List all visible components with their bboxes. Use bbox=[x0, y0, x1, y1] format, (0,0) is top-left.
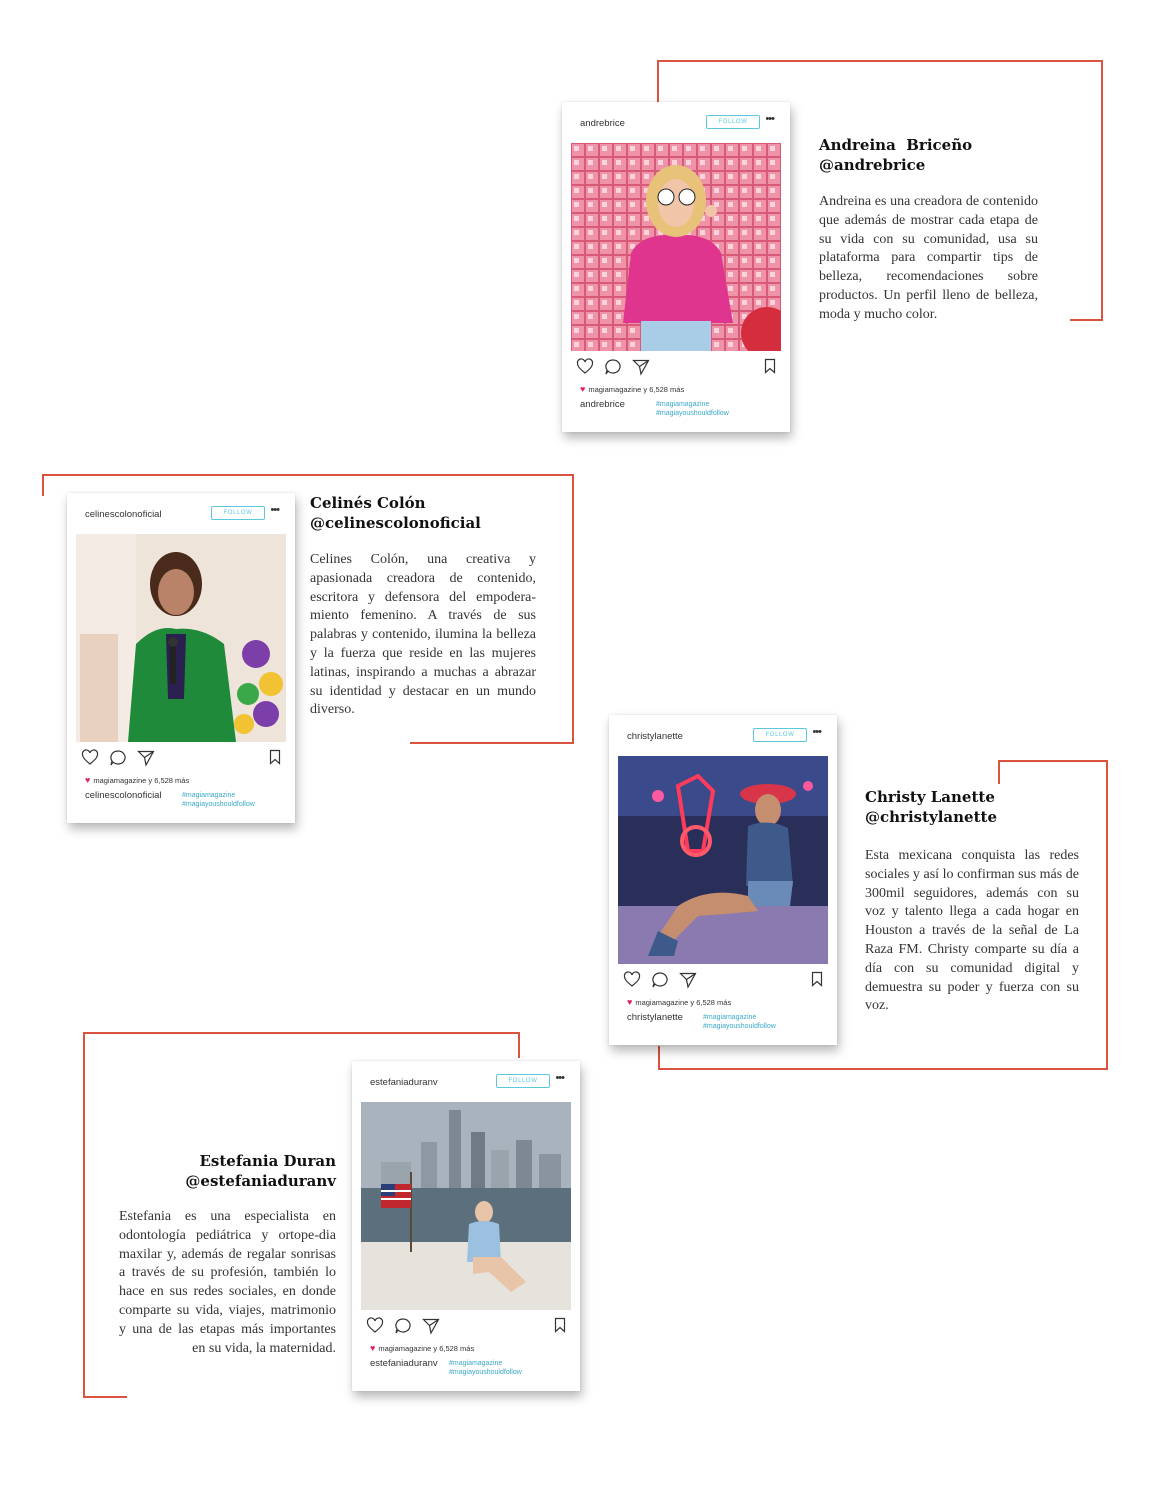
post-photo bbox=[571, 143, 781, 351]
more-options-icon[interactable]: ••• bbox=[555, 1072, 564, 1084]
caption-username[interactable]: andrebrice bbox=[580, 399, 625, 410]
frame-2-bottom bbox=[410, 742, 574, 744]
profile-bio: Estefania es una especialista en odontología pediátrica y ortope-dia maxilar y, además de regalar sonrisas a través de su profesión, también lo hace en sus redes sociales, en donde comparte su vida, viajes, matrimonio y una de las etapas más importantes en su vida, la maternidad. bbox=[119, 1209, 336, 1356]
bookmark-icon[interactable] bbox=[764, 358, 776, 374]
hashtag[interactable]: #magiayoushouldfollow bbox=[656, 410, 729, 417]
caption-username[interactable]: christylanette bbox=[627, 1012, 683, 1023]
post-username[interactable]: christylanette bbox=[627, 731, 683, 742]
share-icon[interactable] bbox=[679, 971, 697, 989]
share-icon[interactable] bbox=[137, 749, 155, 767]
bookmark-icon[interactable] bbox=[554, 1317, 566, 1333]
post-card-estefaniaduranv bbox=[352, 1061, 580, 1391]
likes-text: ♥ magiamagazine y 6,528 más bbox=[627, 997, 732, 1007]
comment-icon[interactable] bbox=[651, 971, 669, 989]
heart-icon[interactable] bbox=[623, 971, 641, 989]
frame-1-top bbox=[657, 60, 1103, 62]
liked-heart-icon: ♥ bbox=[370, 1343, 376, 1353]
frame-1-bottom bbox=[1070, 319, 1103, 321]
bookmark-icon[interactable] bbox=[811, 971, 823, 987]
post-actions bbox=[623, 971, 823, 989]
frame-2-right bbox=[572, 474, 574, 744]
profile-name: Christy Lanette @christylanette bbox=[865, 788, 997, 826]
liked-heart-icon: ♥ bbox=[85, 775, 91, 785]
hashtag[interactable]: #magiamagazine bbox=[656, 401, 710, 408]
share-icon[interactable] bbox=[422, 1317, 440, 1335]
heart-icon[interactable] bbox=[366, 1317, 384, 1335]
post-username[interactable]: estefaniaduranv bbox=[370, 1077, 438, 1088]
follow-button[interactable]: FOLLOW bbox=[211, 506, 265, 520]
frame-1-right bbox=[1101, 60, 1103, 321]
liked-heart-icon: ♥ bbox=[580, 384, 586, 394]
follow-button[interactable]: FOLLOW bbox=[496, 1074, 550, 1088]
frame-3-bottom-left bbox=[658, 1046, 660, 1070]
profile-bio: Andreina es una creadora de contenido que además de mostrar cada etapa de su vida con su comunidad, usa su plataforma para compartir tips de belleza, recomendaciones sobre productos. Un perfil lleno de belleza, moda y mucho color. bbox=[819, 194, 1038, 322]
likes-text: ♥ magiamagazine y 6,528 más bbox=[85, 775, 190, 785]
post-card-christylanette bbox=[609, 715, 837, 1045]
more-options-icon[interactable]: ••• bbox=[270, 504, 279, 516]
caption-username[interactable]: estefaniaduranv bbox=[370, 1358, 438, 1369]
profile-bio: Celines Colón, una creativa y apasionada creadora de contenido, escritora y defensora del empodera-miento femenino. A través de sus palabras y contenido, ilumina la belleza y la fuerza que reside en las mujeres latinas, inspirando a muchas a abrazar su identidad y destacar en un mundo diverso. bbox=[310, 552, 536, 718]
frame-2-top bbox=[42, 474, 574, 476]
hashtag[interactable]: #magiayoushouldfollow bbox=[449, 1369, 522, 1376]
hashtag[interactable]: #magiamagazine bbox=[182, 792, 236, 799]
post-actions bbox=[366, 1317, 566, 1335]
frame-3-top bbox=[998, 760, 1108, 762]
caption-username[interactable]: celinescolonoficial bbox=[85, 790, 162, 801]
frame-3-left bbox=[998, 760, 1000, 784]
frame-2-left bbox=[42, 474, 44, 496]
comment-icon[interactable] bbox=[604, 358, 622, 376]
follow-button[interactable]: FOLLOW bbox=[706, 115, 760, 129]
hashtags bbox=[656, 400, 729, 418]
frame-4-left bbox=[83, 1032, 85, 1398]
heart-icon[interactable] bbox=[576, 358, 594, 376]
post-photo bbox=[76, 534, 286, 742]
frame-3-right bbox=[1106, 760, 1108, 1070]
likes-text: ♥ magiamagazine y 6,528 más bbox=[580, 384, 685, 394]
frame-4-bottom bbox=[83, 1396, 127, 1398]
post-photo bbox=[618, 756, 828, 964]
hashtag[interactable]: #magiayoushouldfollow bbox=[182, 801, 255, 808]
post-actions bbox=[81, 749, 281, 767]
hashtags bbox=[182, 791, 255, 809]
post-username[interactable]: celinescolonoficial bbox=[85, 509, 162, 520]
liked-heart-icon: ♥ bbox=[627, 997, 633, 1007]
follow-button[interactable]: FOLLOW bbox=[753, 728, 807, 742]
post-username[interactable]: andrebrice bbox=[580, 118, 625, 129]
comment-icon[interactable] bbox=[109, 749, 127, 767]
post-actions bbox=[576, 358, 776, 376]
heart-icon[interactable] bbox=[81, 749, 99, 767]
hashtags bbox=[449, 1359, 522, 1377]
comment-icon[interactable] bbox=[394, 1317, 412, 1335]
profile-name: Celinés Colón @celinescolonoficial bbox=[310, 494, 481, 532]
hashtag[interactable]: #magiamagazine bbox=[449, 1360, 503, 1367]
hashtags bbox=[703, 1013, 776, 1031]
more-options-icon[interactable]: ••• bbox=[765, 113, 774, 125]
profile-name: Andreina Briceño @andrebrice bbox=[819, 136, 973, 174]
share-icon[interactable] bbox=[632, 358, 650, 376]
bookmark-icon[interactable] bbox=[269, 749, 281, 765]
post-card-celinescolonoficial bbox=[67, 493, 295, 823]
profile-name: Estefania Duran @estefaniaduranv bbox=[185, 1152, 336, 1190]
profile-bio: Esta mexicana conquista las redes sociales y así lo confirman sus más de 300mil seguidores, además con su voz y talento llega a cada hogar en Houston a través de la señal de La Raza FM. Christy comparte su día a día con su comunidad digital y demuestra su poder y fuerza con su voz. bbox=[865, 848, 1079, 1014]
frame-3-bottom bbox=[658, 1068, 1108, 1070]
likes-text: ♥ magiamagazine y 6,528 más bbox=[370, 1343, 475, 1353]
post-photo bbox=[361, 1102, 571, 1310]
frame-4-top bbox=[83, 1032, 520, 1034]
more-options-icon[interactable]: ••• bbox=[812, 726, 821, 738]
frame-4-right bbox=[518, 1032, 520, 1058]
hashtag[interactable]: #magiayoushouldfollow bbox=[703, 1023, 776, 1030]
hashtag[interactable]: #magiamagazine bbox=[703, 1014, 757, 1021]
post-card-andrebrice bbox=[562, 102, 790, 432]
